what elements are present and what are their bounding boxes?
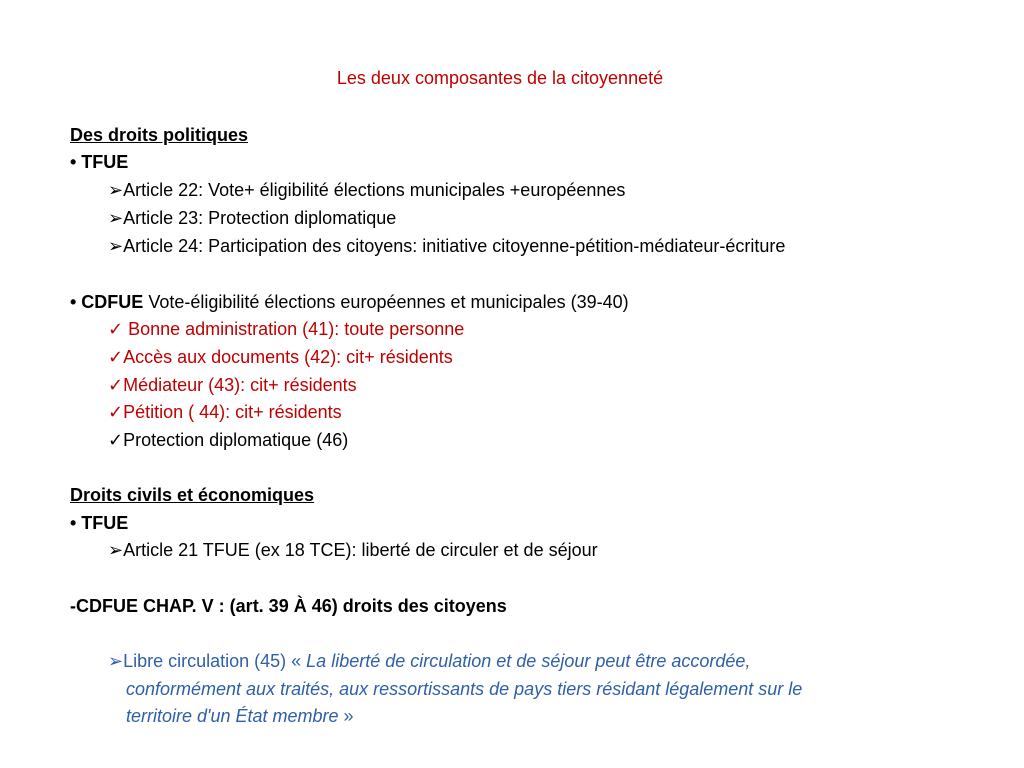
check-petition: ✓Pétition ( 44): cit+ résidents — [108, 402, 342, 422]
article-21: ➢Article 21 TFUE (ex 18 TCE): liberté de circuler et de séjour — [108, 540, 598, 560]
tfue-label: • TFUE — [70, 152, 129, 172]
check-mediateur: ✓Médiateur (43): cit+ résidents — [108, 375, 357, 395]
slide-title: Les deux composantes de la citoyenneté — [336, 68, 664, 88]
libre-quote-3: territoire d'un État membre — [126, 706, 339, 726]
libre-close: » — [338, 706, 354, 726]
cdfue-text: Vote-éligibilité élections européennes et municipales (39-40) — [143, 292, 629, 312]
tfue-label-2: • TFUE — [70, 513, 129, 533]
check-protection-diplomatique: ✓Protection diplomatique (46) — [108, 430, 349, 450]
article-24: ➢Article 24: Participation des citoyens: initiative citoyenne-pétition-médiateur-écriture — [108, 236, 786, 256]
article-23: ➢Article 23: Protection diplomatique — [108, 208, 397, 228]
cdfue-label: • CDFUE — [70, 292, 144, 312]
check-bonne-administration: ✓ Bonne administration (41): toute personne — [108, 319, 465, 339]
cdfue-chapter: -CDFUE CHAP. V : (art. 39 À 46) droits des citoyens — [70, 596, 507, 616]
libre-circulation-line-1 — [108, 650, 750, 672]
section-heading-political-rights: Des droits politiques — [70, 125, 249, 145]
section-heading-civil-rights: Droits civils et économiques — [70, 485, 315, 505]
libre-prefix: ➢Libre circulation (45) « — [108, 651, 307, 671]
article-22: ➢Article 22: Vote+ éligibilité élections municipales +européennes — [108, 180, 626, 200]
libre-circulation-line-2: conformément aux traités, aux ressortissants de pays tiers résidant légalement sur le — [126, 679, 803, 699]
libre-quote-1: La liberté de circulation et de séjour peut être accordée, — [306, 651, 751, 671]
check-acces-documents: ✓Accès aux documents (42): cit+ résidents — [108, 347, 453, 367]
libre-circulation-line-3 — [126, 705, 354, 727]
cdfue-line — [70, 291, 629, 313]
